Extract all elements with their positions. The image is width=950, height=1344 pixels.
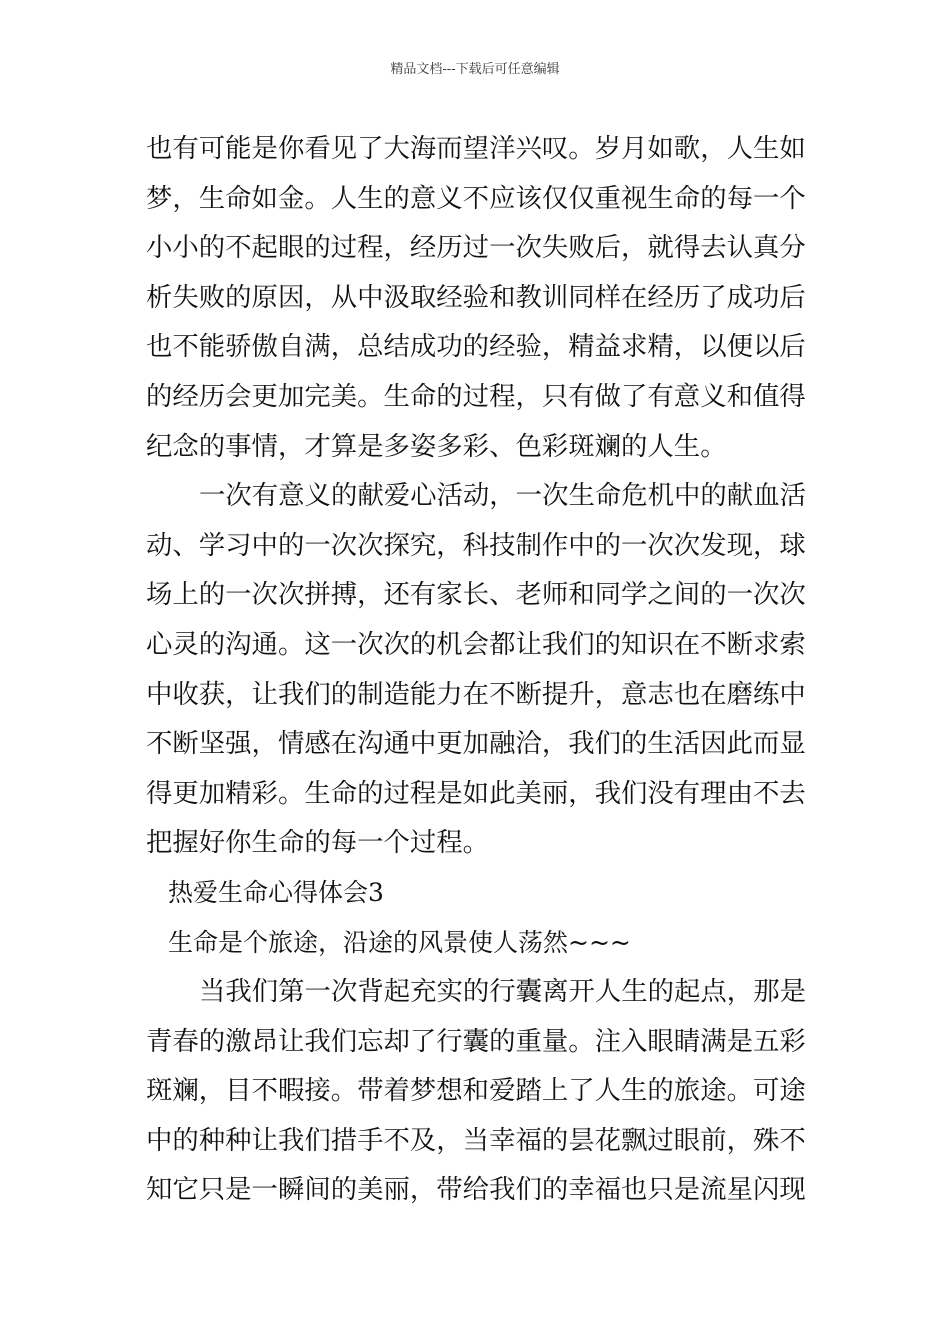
text-line: 也有可能是你看见了大海而望洋兴叹。岁月如歌，人生如	[146, 133, 806, 164]
section-subtitle: 生命是个旅途，沿途的风景使人荡然~~~	[168, 927, 631, 957]
text-line: 纪念的事情，才算是多姿多彩、色彩斑斓的人生。	[146, 430, 727, 462]
text-line: 场上的一次次拼搏，还有家长、老师和同学之间的一次次	[146, 579, 806, 611]
text-line: 的经历会更加完美。生命的过程，只有做了有意义和值得	[146, 380, 806, 412]
text-line: 梦，生命如金。人生的意义不应该仅仅重视生命的每一个	[146, 182, 806, 214]
paragraph-2	[146, 471, 810, 868]
document-body	[146, 124, 810, 1215]
text-line: 知它只是一瞬间的美丽，带给我们的幸福也只是流星闪现	[146, 1174, 806, 1206]
text-line: 也不能骄傲自满，总结成功的经验，精益求精，以便以后	[146, 331, 806, 363]
text-line: 一次有意义的献爱心活动，一次生命危机中的献血活	[199, 480, 806, 512]
text-line: 析失败的原因，从中汲取经验和教训同样在经历了成功后	[146, 281, 806, 313]
paragraph-1	[146, 124, 810, 471]
text-line: 把握好你生命的每一个过程。	[146, 827, 490, 859]
paragraph-3	[146, 967, 810, 1215]
text-line: 心灵的沟通。这一次次的机会都让我们的知识在不断求索	[146, 628, 806, 660]
text-line: 小小的不起眼的过程，经历过一次失败后，就得去认真分	[146, 232, 806, 264]
text-line: 中收获，让我们的制造能力在不断提升，意志也在磨练中	[146, 678, 806, 710]
text-line: 得更加精彩。生命的过程是如此美丽，我们没有理由不去	[146, 777, 806, 809]
page-header: 精品文档---下载后可任意编辑	[390, 62, 560, 77]
text-line: 青春的激昂让我们忘却了行囊的重量。注入眼睛满是五彩	[146, 1025, 806, 1057]
text-line: 中的种种让我们措手不及，当幸福的昙花飘过眼前，殊不	[146, 1124, 806, 1156]
section-title: 热爱生命心得体会3	[168, 877, 384, 907]
text-line: 不断坚强，情感在沟通中更加融洽，我们的生活因此而显	[146, 728, 806, 760]
text-line: 动、学习中的一次次探究，科技制作中的一次次发现，球	[146, 529, 806, 561]
text-line: 斑斓，目不暇接。带着梦想和爱踏上了人生的旅途。可途	[146, 1075, 806, 1107]
text-line: 当我们第一次背起充实的行囊离开人生的起点，那是	[199, 976, 806, 1008]
